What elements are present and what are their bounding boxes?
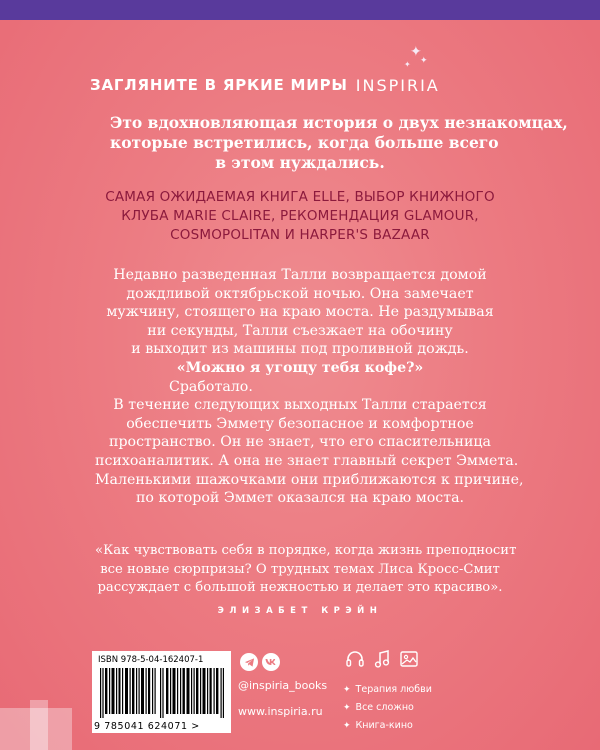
social-block xyxy=(236,651,344,733)
music-note-icon xyxy=(373,649,391,669)
synopsis-line: Сработало. xyxy=(169,378,253,395)
synopsis-line: В течение следующих выходных Талли старается xyxy=(113,397,487,414)
sparkle-icon: ✦ xyxy=(404,60,411,69)
series-item xyxy=(343,699,432,717)
synopsis-line: дождливой октябрьской ночью. Она замечает xyxy=(126,285,474,302)
series-list xyxy=(343,681,432,735)
synopsis xyxy=(95,266,524,508)
star-icon: ✦ xyxy=(343,703,351,713)
star-icon: ✦ xyxy=(343,685,351,695)
website-link[interactable]: www.inspiria.ru xyxy=(238,705,323,718)
barcode-bars xyxy=(100,668,224,718)
series-header xyxy=(90,74,510,96)
barcode xyxy=(92,651,231,733)
decorative-cross-shape xyxy=(0,700,72,750)
lead-paragraph xyxy=(110,113,568,173)
sparkle-icon: ✦ xyxy=(410,44,422,60)
synopsis-line: обеспечить Эммету безопасное и комфортное xyxy=(126,415,474,432)
top-color-bar xyxy=(0,0,600,20)
synopsis-line: ни секунды, Талли съезжает на обочину xyxy=(147,322,453,339)
review-quote xyxy=(95,542,517,598)
sparkle-icon: ✦ xyxy=(420,56,428,66)
synopsis-line: пространство. Он не знает, что его спасительница xyxy=(109,434,491,451)
picture-icon xyxy=(399,649,419,669)
synopsis-line: психоаналитик. А она не знает главный секрет Эммета. xyxy=(95,452,519,469)
star-icon: ✦ xyxy=(343,721,351,731)
series-item xyxy=(343,717,432,735)
lead-line: Это вдохновляющая история о двух незнакомцах, xyxy=(110,113,568,132)
lead-line: в этом нуждались. xyxy=(215,153,385,172)
quote-line: все новые сюрпризы? О трудных темах Лиса Кросс-Смит xyxy=(100,561,500,577)
lead-line: которые встретились, когда больше всего xyxy=(110,133,499,152)
social-handle[interactable]: @inspiria_books xyxy=(238,679,328,692)
synopsis-line: Недавно разведенная Талли возвращается домой xyxy=(113,267,487,283)
format-icons xyxy=(345,649,419,669)
quote-line: «Как чувствовать себя в порядке, когда жизнь преподносит xyxy=(95,543,517,558)
isbn-text: ISBN 978-5-04-162407-1 xyxy=(98,655,204,665)
series-item-label: Все сложно xyxy=(355,702,414,713)
quote-line: рассуждает с большой нежностью и делает это красиво». xyxy=(97,580,503,595)
brand-name: INSPIRIA xyxy=(355,75,440,95)
series-item-label: Книга-кино xyxy=(355,720,413,731)
quote-author: ЭЛИЗАБЕТ КРЭЙН xyxy=(217,606,383,616)
synopsis-line: по которой Эммет оказался на краю моста. xyxy=(135,490,465,507)
header-tagline: ЗАГЛЯНИТЕ В ЯРКИЕ МИРЫ xyxy=(90,76,348,94)
awards-line: COSMOPOLITAN И HARPER'S BAZAAR xyxy=(170,227,430,243)
synopsis-line: мужчину, стоящего на краю моста. Не раздумывая xyxy=(106,304,494,321)
headphones-icon xyxy=(345,649,365,669)
series-item xyxy=(343,681,432,699)
synopsis-line: Маленькими шажочками они приближаются к причине, xyxy=(95,471,524,488)
synopsis-quote-line: «Можно я угощу тебя кофе?» xyxy=(176,359,424,376)
awards-line: САМАЯ ОЖИДАЕМАЯ КНИГА ELLE, ВЫБОР КНИЖНОГО xyxy=(105,189,495,205)
vk-icon[interactable] xyxy=(262,653,280,671)
telegram-icon[interactable] xyxy=(240,653,258,671)
synopsis-line: и выходит из машины под проливной дождь. xyxy=(131,341,469,358)
awards-block xyxy=(90,188,510,245)
series-item-label: Терапия любви xyxy=(355,684,432,695)
awards-line: КЛУБА MARIE CLAIRE, РЕКОМЕНДАЦИЯ GLAMOUR, xyxy=(121,208,479,224)
barcode-digits: 9 785041 624071 > xyxy=(94,721,200,732)
